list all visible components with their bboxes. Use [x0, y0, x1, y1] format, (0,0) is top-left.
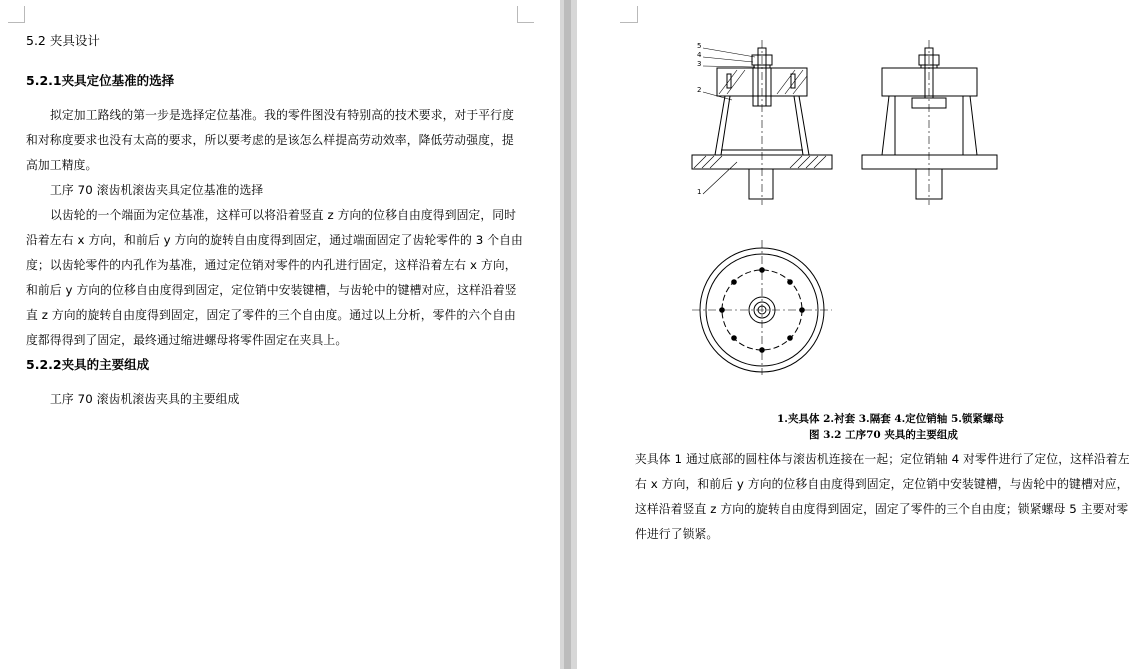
part-label: 3 [697, 60, 702, 68]
side-elevation-view [862, 40, 997, 205]
paragraph-line: 和前后 y 方向的位移自由度得到固定，定位销中安装键槽，与齿轮中的键槽对应，这样沿着竖 [26, 283, 517, 297]
plan-view [692, 240, 832, 375]
page-gutter [560, 0, 577, 669]
subsection-title: 5.2.1夹具定位基准的选择 [26, 73, 175, 88]
crop-mark [517, 22, 534, 23]
crop-mark [620, 22, 637, 23]
paragraph-line: 高加工精度。 [26, 158, 98, 172]
paragraph-line: 度；以齿轮零件的内孔作为基准，通过定位销对零件的内孔进行固定，这样沿着左右 x 方向， [26, 258, 517, 272]
part-label: 1 [697, 188, 702, 196]
paragraph-line: 拟定加工路线的第一步是选择定位基准。我的零件图没有特别高的技术要求，对于平行度 [50, 108, 514, 122]
paragraph-line: 这样沿着竖直 z 方向的旋转自由度得到固定，固定了零件的三个自由度；锁紧螺母 5 主要对零 [635, 502, 1129, 516]
part-label: 5 [697, 42, 702, 50]
front-section-view [692, 40, 832, 205]
part-label: 2 [697, 86, 702, 94]
right-page [577, 0, 1134, 669]
fixture-drawing [677, 35, 1017, 375]
section-title: 5.2 夹具设计 [26, 33, 100, 48]
subsection-title: 5.2.2夹具的主要组成 [26, 357, 150, 372]
paragraph-line: 件进行了锁紧。 [635, 527, 719, 541]
paragraph-line: 度都得得到了固定，最终通过缩进螺母将零件固定在夹具上。 [26, 333, 348, 347]
paragraph-line: 和对称度要求也没有太高的要求，所以要考虑的是该怎么样提高劳动效率，降低劳动强度，提 [26, 133, 514, 147]
paragraph-line: 右 x 方向，和前后 y 方向的位移自由度得到固定，定位销中安装键槽，与齿轮中的键槽对应， [635, 477, 1129, 491]
figure-legend: 1.夹具体 2.衬套 3.隔套 4.定位销轴 5.锁紧螺母 [777, 413, 1004, 425]
figure-caption: 图 3.2 工序70 夹具的主要组成 [809, 429, 958, 441]
part-label: 4 [697, 51, 702, 59]
process-label: 工序 70 滚齿机滚齿夹具定位基准的选择 [50, 183, 264, 197]
paragraph-line: 夹具体 1 通过底部的圆柱体与滚齿机连接在一起；定位销轴 4 对零件进行了定位，这样沿着左 [635, 452, 1130, 466]
crop-mark [24, 6, 25, 23]
paragraph-line: 沿着左右 x 方向，和前后 y 方向的旋转自由度得到固定，通过端面固定了齿轮零件的 3 个自由 [26, 233, 523, 247]
crop-mark [517, 6, 518, 23]
process-label: 工序 70 滚齿机滚齿夹具的主要组成 [50, 392, 240, 406]
left-page [0, 0, 560, 669]
crop-mark [637, 6, 638, 23]
paragraph-line: 直 z 方向的旋转自由度得到固定，固定了零件的三个自由度。通过以上分析，零件的六个自由 [26, 308, 516, 322]
crop-mark [8, 22, 25, 23]
paragraph-line: 以齿轮的一个端面为定位基准，这样可以将沿着竖直 z 方向的位移自由度得到固定，同时 [50, 208, 517, 222]
